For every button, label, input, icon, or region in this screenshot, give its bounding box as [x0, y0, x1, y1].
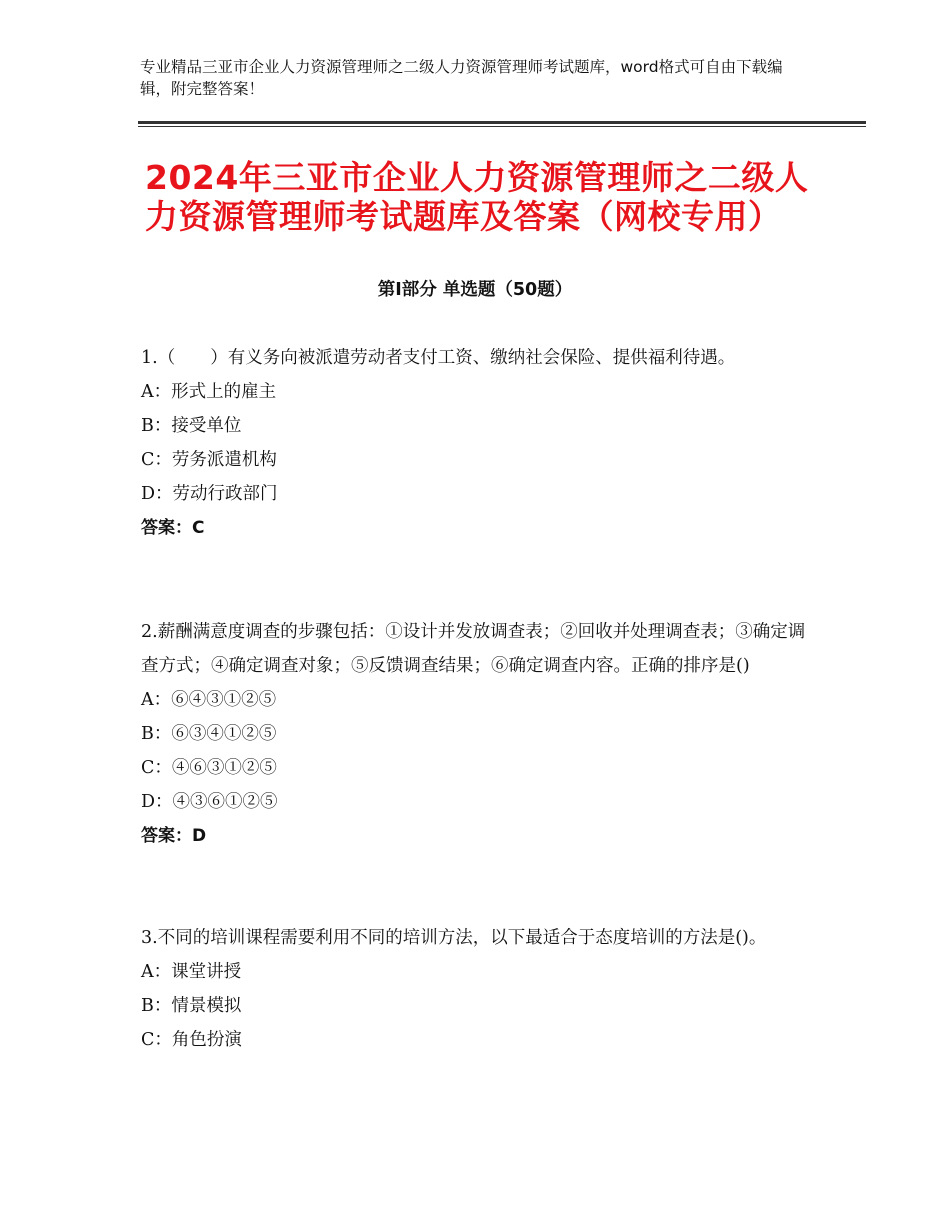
- option-d: D：④③⑥①②⑤: [141, 792, 278, 812]
- answer: 答案：D: [141, 826, 207, 846]
- section-heading: 第Ⅰ部分 单选题（50题）: [377, 280, 573, 300]
- document-title: 2024年三亚市企业人力资源管理师之二级人力资源管理师考试题库及答案（网校专用）: [145, 158, 809, 236]
- question-2: [141, 615, 811, 853]
- option-a: A：⑥④③①②⑤: [141, 690, 277, 710]
- option-b: B：接受单位: [141, 416, 242, 436]
- option-a: A：课堂讲授: [141, 962, 242, 982]
- header-divider-thin: [138, 126, 866, 127]
- question-1: [141, 341, 811, 545]
- option-c: C：④⑥③①②⑤: [141, 758, 277, 778]
- option-b: B：⑥③④①②⑤: [141, 724, 277, 744]
- option-c: C：角色扮演: [141, 1030, 242, 1050]
- question-3: [141, 921, 811, 1057]
- header-divider-thick: [138, 121, 866, 124]
- question-stem: 2.薪酬满意度调查的步骤包括：①设计并发放调查表；②回收并处理调查表；③确定调查方式；④确定调查对象；⑤反馈调查结果；⑥确定调查内容。正确的排序是(): [141, 622, 806, 676]
- answer: 答案：C: [141, 518, 205, 538]
- question-stem: 1.（ ）有义务向被派遣劳动者支付工资、缴纳社会保险、提供福利待遇。: [141, 348, 736, 368]
- option-d: D：劳动行政部门: [141, 484, 278, 504]
- option-a: A：形式上的雇主: [141, 382, 277, 402]
- question-stem: 3.不同的培训课程需要利用不同的培训方法，以下最适合于态度培训的方法是()。: [141, 928, 767, 948]
- header-note: 专业精品三亚市企业人力资源管理师之二级人力资源管理师考试题库，word格式可自由下载编辑，附完整答案！: [140, 58, 783, 98]
- option-b: B：情景模拟: [141, 996, 242, 1016]
- option-c: C：劳务派遣机构: [141, 450, 277, 470]
